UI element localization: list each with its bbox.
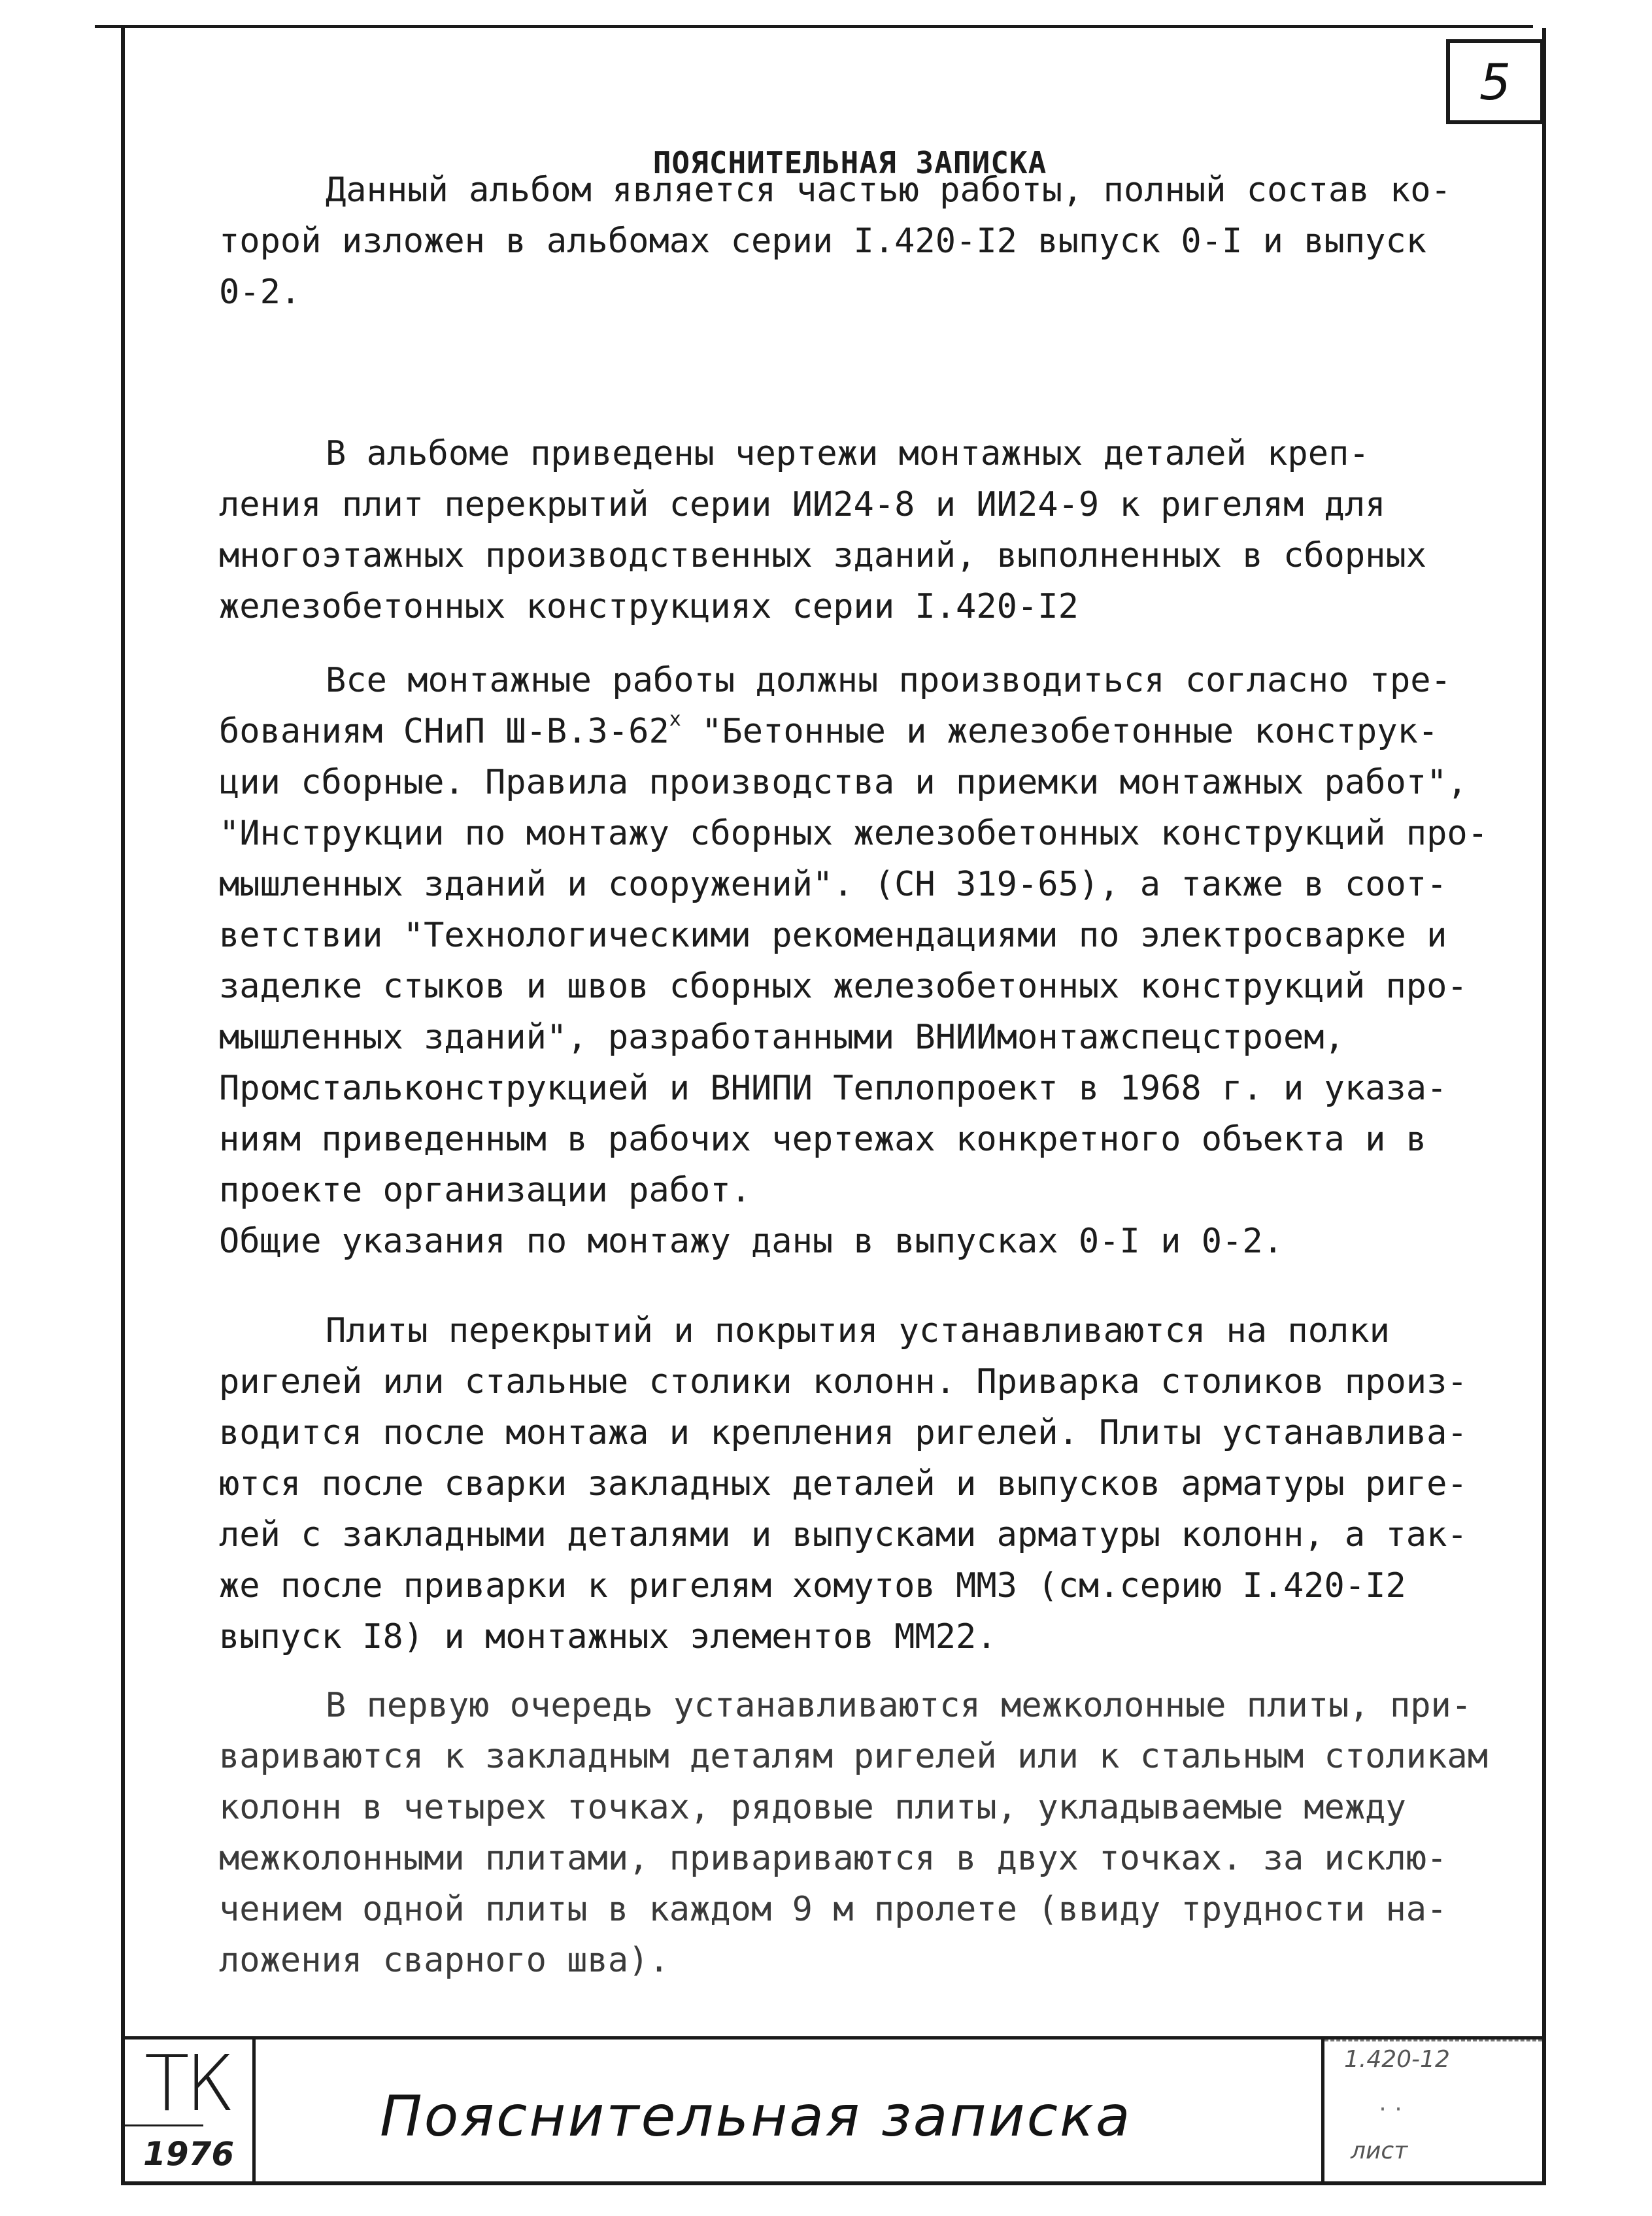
text-line: лей с закладными деталями и выпусками арматуры колонн, а так- <box>219 1515 1468 1554</box>
text-line: ригелей или стальные столики колонн. Приварка столиков произ- <box>219 1362 1468 1402</box>
paragraph-4 <box>219 1305 1468 1662</box>
drawing-title: Пояснительная записка <box>380 2084 1132 2149</box>
text-line: Промстальконструкцией и ВНИПИ Теплопроект в 1968 г. и указа- <box>219 1069 1447 1108</box>
sheet-number: 5 <box>1479 52 1511 111</box>
organization-code: ТК <box>144 2038 231 2128</box>
text-line: 0-2. <box>219 273 301 312</box>
text-fragment: бованиям СНиП Ш-В.3-62 <box>219 712 669 751</box>
text-line: ложения сварного шва). <box>219 1941 669 1980</box>
title-block <box>125 2036 1542 2181</box>
text-line: мышленных зданий", разработанными ВНИИмонтажспецстроем, <box>219 1018 1345 1057</box>
text-line: Все монтажные работы должны производиться согласно тре- <box>326 661 1451 700</box>
text-line: многоэтажных производственных зданий, выполненных в сборных <box>219 536 1427 575</box>
text-line: ются после сварки закладных деталей и выпусков арматуры риге- <box>219 1464 1468 1503</box>
text-line: колонн в четырех точках, рядовые плиты, укладываемые между <box>219 1788 1406 1827</box>
organization-cell <box>125 2040 256 2181</box>
text-line: "Инструкции по монтажу сборных железобетонных конструкций про- <box>219 814 1489 853</box>
text-line: проекте организации работ. <box>219 1171 751 1210</box>
superscript-mark: х <box>669 708 681 731</box>
designation-code: 1.420-12 <box>1344 2046 1450 2073</box>
text-line: В первую очередь устанавливаются межколонные плиты, при- <box>326 1686 1472 1725</box>
text-line: чением одной плиты в каждом 9 м пролете (ввиду трудности на- <box>219 1890 1447 1929</box>
sheet-mark: лист <box>1351 2138 1408 2164</box>
paragraph-2 <box>219 428 1461 632</box>
text-fragment: "Бетонные и железобетонные конструк- <box>681 712 1439 751</box>
sheet-number-box <box>1446 39 1544 124</box>
text-line: межколонными плитами, привариваются в двух точках. за исклю- <box>219 1839 1447 1878</box>
text-line-with-superscript <box>219 706 1461 757</box>
year-label: 1976 <box>143 2135 235 2173</box>
text-line: ветствии "Технологическими рекомендациями по электросварке и <box>219 916 1447 955</box>
paragraph-1 <box>219 165 1461 318</box>
divider <box>1324 2040 1542 2041</box>
paragraph-3 <box>219 655 1489 1267</box>
designation-cell <box>1321 2040 1542 2181</box>
text-line: же после приварки к ригелям хомутов ММ3 (см.серию I.420-I2 <box>219 1566 1406 1605</box>
text-line: железобетонных конструкциях серии I.420-I2 <box>219 587 1079 626</box>
paragraph-5 <box>219 1680 1489 1986</box>
text-line: выпуск I8) и монтажных элементов ММ22. <box>219 1617 997 1656</box>
text-line: вариваются к закладным деталям ригелей или к стальным столикам <box>219 1737 1489 1776</box>
text-line: Общие указания по монтажу даны в выпусках 0-I и 0-2. <box>219 1222 1283 1261</box>
text-line: мышленных зданий и сооружений". (СН 319-65), а также в соот- <box>219 865 1447 904</box>
text-line: ления плит перекрытий серии ИИ24-8 и ИИ24-9 к ригелям для <box>219 485 1386 524</box>
text-line: Плиты перекрытий и покрытия устанавливаются на полки <box>326 1311 1390 1351</box>
text-line: ции сборные. Правила производства и приемки монтажных работ", <box>219 763 1468 802</box>
document-title: ПОЯСНИТЕЛЬНАЯ ЗАПИСКА <box>652 145 1047 180</box>
text-line: Данный альбом является частью работы, полный состав ко- <box>326 171 1451 210</box>
divider <box>125 2124 203 2126</box>
faded-mark: ·· <box>1377 2098 1409 2121</box>
text-line: заделке стыков и швов сборных железобетонных конструкций про- <box>219 967 1468 1006</box>
text-line: водится после монтажа и крепления ригелей. Плиты устанавлива- <box>219 1413 1468 1452</box>
text-line: В альбоме приведены чертежи монтажных деталей креп- <box>326 434 1370 473</box>
text-line: ниям приведенным в рабочих чертежах конкретного объекта и в <box>219 1120 1427 1159</box>
text-line: торой изложен в альбомах серии I.420-I2 выпуск 0-I и выпуск <box>219 222 1427 261</box>
